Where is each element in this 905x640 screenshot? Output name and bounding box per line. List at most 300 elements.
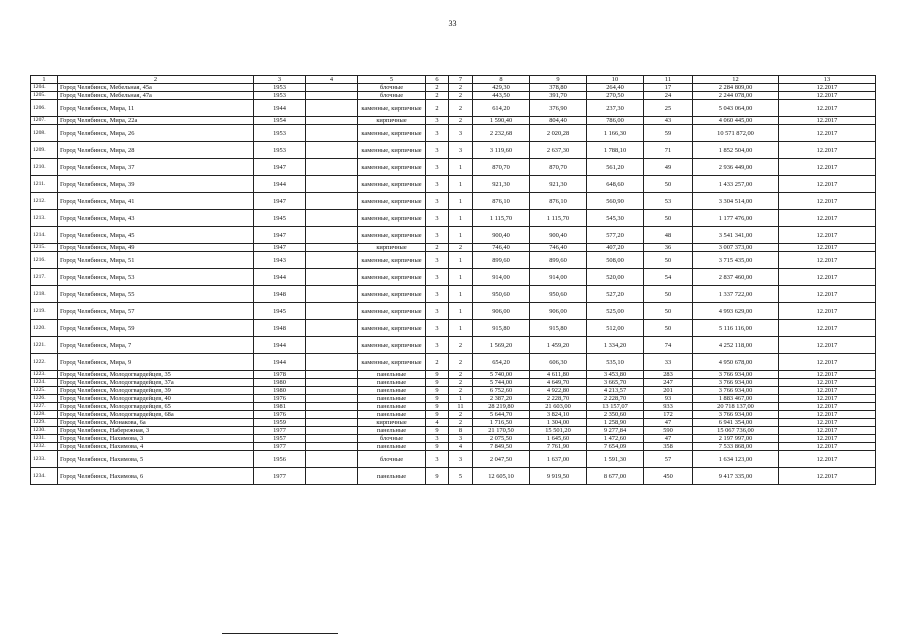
cost-cell: 1 852 504,00 — [693, 142, 779, 159]
premises-area-cell: 921,30 — [530, 176, 587, 193]
residents-cell: 17 — [644, 84, 693, 92]
address-cell: Город Челябинск, Молодогвардейцев, 68а — [58, 411, 254, 419]
address-cell: Город Челябинск, Мира, 26 — [58, 125, 254, 142]
year-cell: 1981 — [254, 403, 306, 411]
entrances-cell: 11 — [449, 403, 473, 411]
premises-area-cell: 876,10 — [530, 193, 587, 210]
entrances-cell: 2 — [449, 244, 473, 252]
row-number: 1228. — [31, 411, 58, 419]
residents-cell: 358 — [644, 443, 693, 451]
column4-cell — [306, 468, 358, 485]
premises-area-cell: 4 922,80 — [530, 387, 587, 395]
premises-area-cell: 4 649,70 — [530, 379, 587, 387]
living-area-cell: 527,20 — [587, 286, 644, 303]
total-area-cell: 2 075,50 — [473, 435, 530, 443]
table-row — [31, 100, 876, 117]
year-cell: 1976 — [254, 395, 306, 403]
premises-area-cell: 3 824,10 — [530, 411, 587, 419]
wall-material-cell: панельные — [358, 468, 426, 485]
row-number: 1232. — [31, 443, 58, 451]
address-cell: Город Челябинск, Мира, 9 — [58, 354, 254, 371]
address-cell: Город Челябинск, Мира, 43 — [58, 210, 254, 227]
row-number: 1231. — [31, 435, 58, 443]
date-cell: 12.2017 — [779, 403, 876, 411]
entrances-cell: 2 — [449, 337, 473, 354]
date-cell: 12.2017 — [779, 427, 876, 435]
premises-area-cell: 900,40 — [530, 227, 587, 244]
column4-cell — [306, 193, 358, 210]
year-cell: 1944 — [254, 337, 306, 354]
column-header-4: 4 — [306, 76, 358, 84]
cost-cell: 2 284 809,00 — [693, 84, 779, 92]
total-area-cell: 915,80 — [473, 320, 530, 337]
cost-cell: 4 060 445,00 — [693, 117, 779, 125]
address-cell: Город Челябинск, Молодогвардейцев, 40 — [58, 395, 254, 403]
floors-cell: 3 — [426, 286, 449, 303]
table-row — [31, 403, 876, 411]
column4-cell — [306, 286, 358, 303]
column4-cell — [306, 411, 358, 419]
total-area-cell: 900,40 — [473, 227, 530, 244]
residents-cell: 50 — [644, 303, 693, 320]
column4-cell — [306, 84, 358, 92]
premises-area-cell: 378,80 — [530, 84, 587, 92]
residents-cell: 36 — [644, 244, 693, 252]
entrances-cell: 1 — [449, 320, 473, 337]
residents-cell: 33 — [644, 354, 693, 371]
total-area-cell: 6 752,60 — [473, 387, 530, 395]
wall-material-cell: каменные, кирпичные — [358, 193, 426, 210]
living-area-cell: 407,20 — [587, 244, 644, 252]
address-cell: Город Челябинск, Нахимова, 3 — [58, 435, 254, 443]
premises-area-cell: 870,70 — [530, 159, 587, 176]
living-area-cell: 1 166,30 — [587, 125, 644, 142]
column4-cell — [306, 303, 358, 320]
date-cell: 12.2017 — [779, 320, 876, 337]
entrances-cell: 2 — [449, 100, 473, 117]
row-number: 1217. — [31, 269, 58, 286]
premises-area-cell: 2 020,28 — [530, 125, 587, 142]
total-area-cell: 1 569,20 — [473, 337, 530, 354]
floors-cell: 3 — [426, 159, 449, 176]
floors-cell: 9 — [426, 468, 449, 485]
date-cell: 12.2017 — [779, 269, 876, 286]
premises-area-cell: 899,60 — [530, 252, 587, 269]
date-cell: 12.2017 — [779, 125, 876, 142]
wall-material-cell: каменные, кирпичные — [358, 320, 426, 337]
date-cell: 12.2017 — [779, 159, 876, 176]
column4-cell — [306, 443, 358, 451]
year-cell: 1948 — [254, 320, 306, 337]
residents-cell: 50 — [644, 210, 693, 227]
column4-cell — [306, 435, 358, 443]
residents-cell: 247 — [644, 379, 693, 387]
living-area-cell: 13 157,07 — [587, 403, 644, 411]
cost-cell: 15 067 736,00 — [693, 427, 779, 435]
living-area-cell: 237,30 — [587, 100, 644, 117]
floors-cell: 2 — [426, 84, 449, 92]
total-area-cell: 876,10 — [473, 193, 530, 210]
date-cell: 12.2017 — [779, 142, 876, 159]
column4-cell — [306, 379, 358, 387]
total-area-cell: 443,50 — [473, 92, 530, 100]
floors-cell: 9 — [426, 379, 449, 387]
cost-cell: 3 766 934,00 — [693, 387, 779, 395]
living-area-cell: 786,00 — [587, 117, 644, 125]
table-row — [31, 92, 876, 100]
wall-material-cell: каменные, кирпичные — [358, 100, 426, 117]
floors-cell: 3 — [426, 227, 449, 244]
wall-material-cell: блочные — [358, 451, 426, 468]
residents-cell: 54 — [644, 269, 693, 286]
date-cell: 12.2017 — [779, 244, 876, 252]
year-cell: 1944 — [254, 100, 306, 117]
entrances-cell: 2 — [449, 354, 473, 371]
residents-cell: 43 — [644, 117, 693, 125]
residents-cell: 283 — [644, 371, 693, 379]
residents-cell: 59 — [644, 125, 693, 142]
address-cell: Город Челябинск, Мира, 37 — [58, 159, 254, 176]
entrances-cell: 1 — [449, 286, 473, 303]
year-cell: 1977 — [254, 468, 306, 485]
date-cell: 12.2017 — [779, 176, 876, 193]
year-cell: 1956 — [254, 451, 306, 468]
total-area-cell: 28 219,80 — [473, 403, 530, 411]
entrances-cell: 1 — [449, 210, 473, 227]
date-cell: 12.2017 — [779, 193, 876, 210]
living-area-cell: 525,00 — [587, 303, 644, 320]
total-area-cell: 2 047,50 — [473, 451, 530, 468]
cost-cell: 10 571 872,00 — [693, 125, 779, 142]
wall-material-cell: кирпичные — [358, 244, 426, 252]
wall-material-cell: каменные, кирпичные — [358, 252, 426, 269]
column4-cell — [306, 244, 358, 252]
living-area-cell: 3 665,70 — [587, 379, 644, 387]
address-cell: Город Челябинск, Мира, 55 — [58, 286, 254, 303]
row-number: 1222. — [31, 354, 58, 371]
column-header-10: 10 — [587, 76, 644, 84]
wall-material-cell: каменные, кирпичные — [358, 142, 426, 159]
date-cell: 12.2017 — [779, 395, 876, 403]
wall-material-cell: блочные — [358, 92, 426, 100]
premises-area-cell: 1 304,00 — [530, 419, 587, 427]
year-cell: 1980 — [254, 387, 306, 395]
floors-cell: 3 — [426, 210, 449, 227]
wall-material-cell: блочные — [358, 84, 426, 92]
column4-cell — [306, 176, 358, 193]
cost-cell: 1 177 476,00 — [693, 210, 779, 227]
entrances-cell: 1 — [449, 227, 473, 244]
floors-cell: 3 — [426, 451, 449, 468]
address-cell: Город Челябинск, Молодогвардейцев, 37а — [58, 379, 254, 387]
floors-cell: 3 — [426, 176, 449, 193]
premises-area-cell: 376,90 — [530, 100, 587, 117]
cost-cell: 2 244 078,00 — [693, 92, 779, 100]
residents-cell: 50 — [644, 252, 693, 269]
total-area-cell: 429,30 — [473, 84, 530, 92]
living-area-cell: 1 472,60 — [587, 435, 644, 443]
total-area-cell: 1 115,70 — [473, 210, 530, 227]
floors-cell: 3 — [426, 320, 449, 337]
residents-cell: 93 — [644, 395, 693, 403]
wall-material-cell: каменные, кирпичные — [358, 125, 426, 142]
date-cell: 12.2017 — [779, 379, 876, 387]
entrances-cell: 1 — [449, 159, 473, 176]
date-cell: 12.2017 — [779, 371, 876, 379]
table-row — [31, 468, 876, 485]
table-row — [31, 84, 876, 92]
address-cell: Город Челябинск, Мира, 51 — [58, 252, 254, 269]
column-header-5: 5 — [358, 76, 426, 84]
column4-cell — [306, 269, 358, 286]
column4-cell — [306, 337, 358, 354]
table-row — [31, 193, 876, 210]
table-row — [31, 443, 876, 451]
wall-material-cell: каменные, кирпичные — [358, 354, 426, 371]
total-area-cell: 12 605,10 — [473, 468, 530, 485]
cost-cell: 4 252 118,00 — [693, 337, 779, 354]
residents-cell: 25 — [644, 100, 693, 117]
entrances-cell: 2 — [449, 411, 473, 419]
row-number: 1219. — [31, 303, 58, 320]
column4-cell — [306, 320, 358, 337]
living-area-cell: 1 788,10 — [587, 142, 644, 159]
wall-material-cell: каменные, кирпичные — [358, 176, 426, 193]
residents-cell: 50 — [644, 320, 693, 337]
residents-cell: 74 — [644, 337, 693, 354]
year-cell: 1944 — [254, 176, 306, 193]
table-row — [31, 320, 876, 337]
row-number: 1230. — [31, 427, 58, 435]
floors-cell: 2 — [426, 100, 449, 117]
wall-material-cell: панельные — [358, 411, 426, 419]
row-number: 1213. — [31, 210, 58, 227]
address-cell: Город Челябинск, Мира, 57 — [58, 303, 254, 320]
entrances-cell: 2 — [449, 92, 473, 100]
residents-cell: 53 — [644, 193, 693, 210]
column4-cell — [306, 92, 358, 100]
row-number: 1229. — [31, 419, 58, 427]
floors-cell: 3 — [426, 125, 449, 142]
total-area-cell: 21 170,50 — [473, 427, 530, 435]
address-cell: Город Челябинск, Мира, 28 — [58, 142, 254, 159]
column-header-6: 6 — [426, 76, 449, 84]
cost-cell: 3 715 435,00 — [693, 252, 779, 269]
row-number: 1224. — [31, 379, 58, 387]
living-area-cell: 545,30 — [587, 210, 644, 227]
entrances-cell: 1 — [449, 193, 473, 210]
living-area-cell: 1 591,30 — [587, 451, 644, 468]
residents-cell: 48 — [644, 227, 693, 244]
living-area-cell: 508,00 — [587, 252, 644, 269]
date-cell: 12.2017 — [779, 303, 876, 320]
residents-cell: 590 — [644, 427, 693, 435]
cost-cell: 20 718 137,00 — [693, 403, 779, 411]
cost-cell: 1 634 123,00 — [693, 451, 779, 468]
table-row — [31, 371, 876, 379]
column-header-3: 3 — [254, 76, 306, 84]
year-cell: 1947 — [254, 159, 306, 176]
year-cell: 1943 — [254, 252, 306, 269]
table-row — [31, 427, 876, 435]
column4-cell — [306, 451, 358, 468]
living-area-cell: 1 334,20 — [587, 337, 644, 354]
floors-cell: 9 — [426, 403, 449, 411]
year-cell: 1948 — [254, 286, 306, 303]
column-header-1: 1 — [31, 76, 58, 84]
premises-area-cell: 2 637,30 — [530, 142, 587, 159]
address-cell: Город Челябинск, Набережная, 3 — [58, 427, 254, 435]
living-area-cell: 560,90 — [587, 193, 644, 210]
wall-material-cell: панельные — [358, 371, 426, 379]
total-area-cell: 950,60 — [473, 286, 530, 303]
premises-area-cell: 21 603,00 — [530, 403, 587, 411]
column-number-row — [31, 76, 876, 84]
column4-cell — [306, 210, 358, 227]
housing-register-table — [30, 75, 876, 485]
date-cell: 12.2017 — [779, 451, 876, 468]
entrances-cell: 3 — [449, 451, 473, 468]
premises-area-cell: 7 761,90 — [530, 443, 587, 451]
floors-cell: 3 — [426, 117, 449, 125]
year-cell: 1945 — [254, 210, 306, 227]
column4-cell — [306, 142, 358, 159]
premises-area-cell: 391,70 — [530, 92, 587, 100]
residents-cell: 71 — [644, 142, 693, 159]
total-area-cell: 914,00 — [473, 269, 530, 286]
total-area-cell: 5 644,70 — [473, 411, 530, 419]
table-row — [31, 337, 876, 354]
table-body — [31, 84, 876, 485]
column4-cell — [306, 252, 358, 269]
year-cell: 1976 — [254, 411, 306, 419]
entrances-cell: 1 — [449, 395, 473, 403]
floors-cell: 3 — [426, 269, 449, 286]
year-cell: 1944 — [254, 269, 306, 286]
wall-material-cell: панельные — [358, 387, 426, 395]
year-cell: 1977 — [254, 427, 306, 435]
living-area-cell: 535,10 — [587, 354, 644, 371]
table-row — [31, 176, 876, 193]
total-area-cell: 1 716,50 — [473, 419, 530, 427]
row-number: 1215. — [31, 244, 58, 252]
date-cell: 12.2017 — [779, 227, 876, 244]
entrances-cell: 2 — [449, 419, 473, 427]
column4-cell — [306, 395, 358, 403]
column4-cell — [306, 419, 358, 427]
column4-cell — [306, 227, 358, 244]
cost-cell: 3 007 373,00 — [693, 244, 779, 252]
wall-material-cell: панельные — [358, 427, 426, 435]
premises-area-cell: 1 637,00 — [530, 451, 587, 468]
table-row — [31, 125, 876, 142]
wall-material-cell: каменные, кирпичные — [358, 337, 426, 354]
date-cell: 12.2017 — [779, 100, 876, 117]
row-number: 1206. — [31, 100, 58, 117]
entrances-cell: 2 — [449, 117, 473, 125]
entrances-cell: 1 — [449, 269, 473, 286]
total-area-cell: 746,40 — [473, 244, 530, 252]
year-cell: 1953 — [254, 92, 306, 100]
date-cell: 12.2017 — [779, 337, 876, 354]
row-number: 1205. — [31, 92, 58, 100]
date-cell: 12.2017 — [779, 210, 876, 227]
floors-cell: 3 — [426, 337, 449, 354]
floors-cell: 3 — [426, 435, 449, 443]
residents-cell: 47 — [644, 419, 693, 427]
address-cell: Город Челябинск, Нахимова, 6 — [58, 468, 254, 485]
row-number: 1221. — [31, 337, 58, 354]
row-number: 1204. — [31, 84, 58, 92]
living-area-cell: 520,00 — [587, 269, 644, 286]
year-cell: 1980 — [254, 379, 306, 387]
living-area-cell: 648,60 — [587, 176, 644, 193]
year-cell: 1957 — [254, 435, 306, 443]
column4-cell — [306, 387, 358, 395]
table-row — [31, 411, 876, 419]
floors-cell: 3 — [426, 142, 449, 159]
address-cell: Город Челябинск, Мебельная, 47а — [58, 92, 254, 100]
table-row — [31, 227, 876, 244]
entrances-cell: 3 — [449, 142, 473, 159]
table-row — [31, 395, 876, 403]
year-cell: 1947 — [254, 244, 306, 252]
living-area-cell: 512,00 — [587, 320, 644, 337]
total-area-cell: 1 590,40 — [473, 117, 530, 125]
table-row — [31, 269, 876, 286]
row-number: 1211. — [31, 176, 58, 193]
table-row — [31, 451, 876, 468]
date-cell: 12.2017 — [779, 92, 876, 100]
column4-cell — [306, 100, 358, 117]
date-cell: 12.2017 — [779, 117, 876, 125]
cost-cell: 3 766 934,00 — [693, 379, 779, 387]
table-row — [31, 117, 876, 125]
wall-material-cell: каменные, кирпичные — [358, 286, 426, 303]
address-cell: Город Челябинск, Мира, 49 — [58, 244, 254, 252]
total-area-cell: 2 232,68 — [473, 125, 530, 142]
table-row — [31, 244, 876, 252]
wall-material-cell: каменные, кирпичные — [358, 210, 426, 227]
cost-cell: 3 766 934,00 — [693, 371, 779, 379]
cost-cell: 2 936 449,00 — [693, 159, 779, 176]
table-row — [31, 303, 876, 320]
table-row — [31, 379, 876, 387]
premises-area-cell: 906,00 — [530, 303, 587, 320]
residents-cell: 172 — [644, 411, 693, 419]
residents-cell: 57 — [644, 451, 693, 468]
floors-cell: 3 — [426, 252, 449, 269]
column-header-9: 9 — [530, 76, 587, 84]
table-row — [31, 435, 876, 443]
cost-cell: 4 950 678,00 — [693, 354, 779, 371]
column4-cell — [306, 427, 358, 435]
total-area-cell: 870,70 — [473, 159, 530, 176]
total-area-cell: 921,30 — [473, 176, 530, 193]
total-area-cell: 614,20 — [473, 100, 530, 117]
address-cell: Город Челябинск, Монакова, 6а — [58, 419, 254, 427]
wall-material-cell: каменные, кирпичные — [358, 303, 426, 320]
total-area-cell: 5 744,00 — [473, 379, 530, 387]
premises-area-cell: 606,30 — [530, 354, 587, 371]
page-number: 33 — [448, 19, 457, 28]
living-area-cell: 264,40 — [587, 84, 644, 92]
living-area-cell: 577,20 — [587, 227, 644, 244]
premises-area-cell: 9 919,50 — [530, 468, 587, 485]
residents-cell: 450 — [644, 468, 693, 485]
address-cell: Город Челябинск, Молодогвардейцев, 39 — [58, 387, 254, 395]
address-cell: Город Челябинск, Мира, 45 — [58, 227, 254, 244]
